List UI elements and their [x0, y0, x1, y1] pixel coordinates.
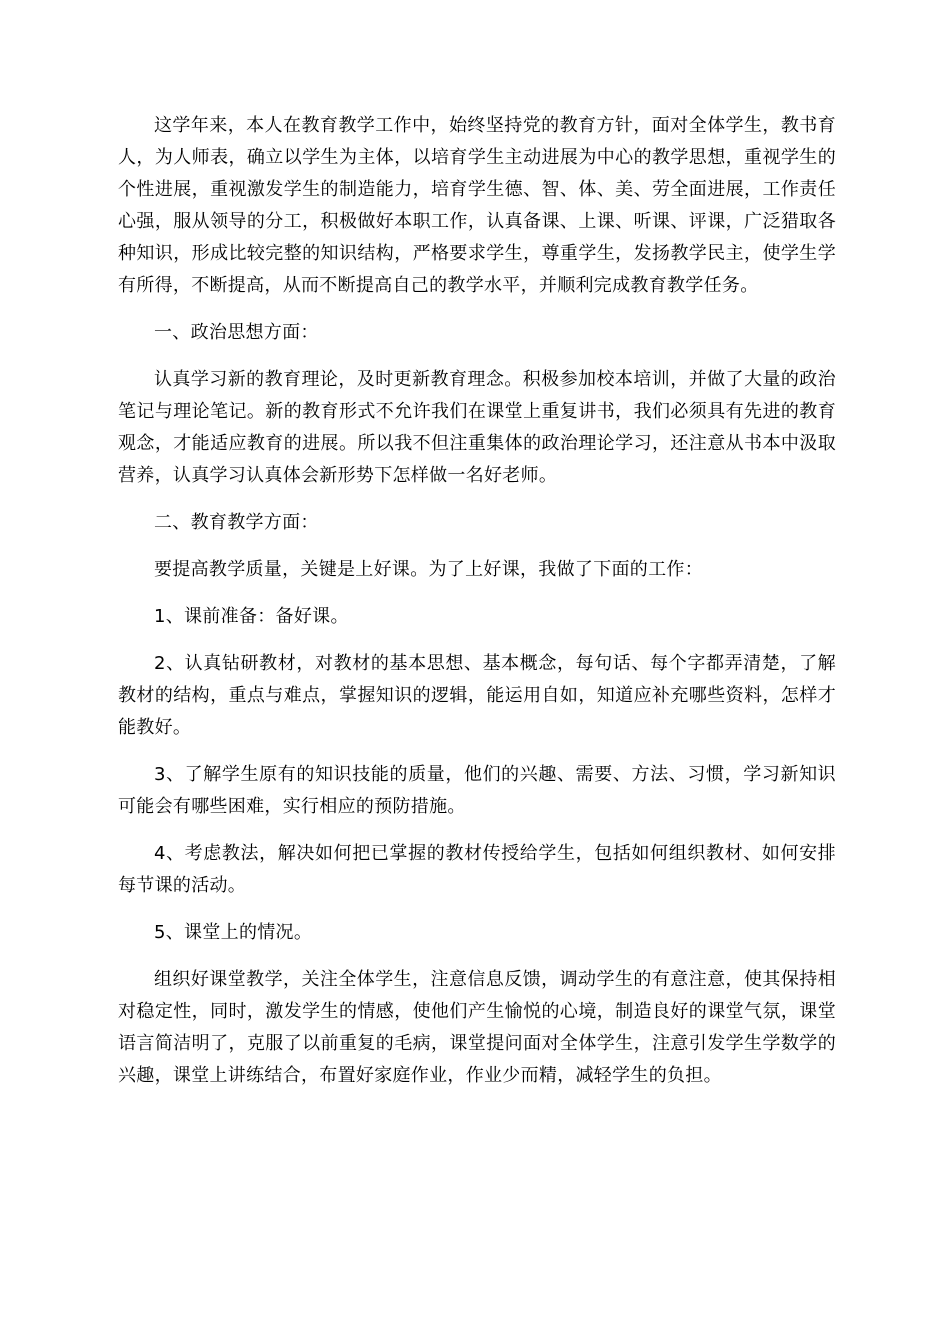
- item-4-paragraph: 4、考虑教法，解决如何把已掌握的教材传授给学生，包括如何组织教材、如何安排每节课的活动。: [118, 843, 836, 896]
- document-body: [118, 110, 836, 1107]
- item-5-paragraph: 5、课堂上的情况。: [154, 922, 313, 943]
- item-2-paragraph: 2、认真钻研教材，对教材的基本思想、基本概念，每句话、每个字都弄清楚，了解教材的结构，重点与难点，掌握知识的逻辑，能运用自如，知道应补充哪些资料，怎样才能教好。: [118, 653, 836, 738]
- item-3-paragraph: 3、了解学生原有的知识技能的质量，他们的兴趣、需要、方法、习惯，学习新知识可能会有哪些困难，实行相应的预防措施。: [118, 764, 836, 817]
- intro-paragraph: 这学年来，本人在教育教学工作中，始终坚持党的教育方针，面对全体学生，教书育人，为人师表，确立以学生为主体，以培育学生主动进展为中心的教学思想，重视学生的个性进展，重视激发学生的制造能力，培育学生德、智、体、美、劳全面进展，工作责任心强，服从领导的分工，积极做好本职工作，认真备课、上课、听课、评课，广泛猎取各种知识，形成比较完整的知识结构，严格要求学生，尊重学生，发扬教学民主，使学生学有所得，不断提高，从而不断提高自己的教学水平，并顺利完成教育教学任务。: [118, 115, 836, 296]
- classroom-paragraph: 组织好课堂教学，关注全体学生，注意信息反馈，调动学生的有意注意，使其保持相对稳定性，同时，激发学生的情感，使他们产生愉悦的心境，制造良好的课堂气氛，课堂语言简洁明了，克服了以前重复的毛病，课堂提问面对全体学生，注意引发学生学数学的兴趣，课堂上讲练结合，布置好家庭作业，作业少而精，减轻学生的负担。: [118, 969, 836, 1086]
- politics-paragraph: 认真学习新的教育理论，及时更新教育理念。积极参加校本培训，并做了大量的政治笔记与理论笔记。新的教育形式不允许我们在课堂上重复讲书，我们必须具有先进的教育观念，才能适应教育的进展。所以我不但注重集体的政治理论学习，还注意从书本中汲取营养，认真学习认真体会新形势下怎样做一名好老师。: [118, 369, 836, 486]
- teaching-intro-paragraph: 要提高教学质量，关键是上好课。为了上好课，我做了下面的工作：: [154, 559, 703, 580]
- section-heading-politics: 一、政治思想方面：: [154, 322, 319, 343]
- section-heading-teaching: 二、教育教学方面：: [154, 512, 319, 533]
- item-1-paragraph: 1、课前准备：备好课。: [154, 606, 349, 627]
